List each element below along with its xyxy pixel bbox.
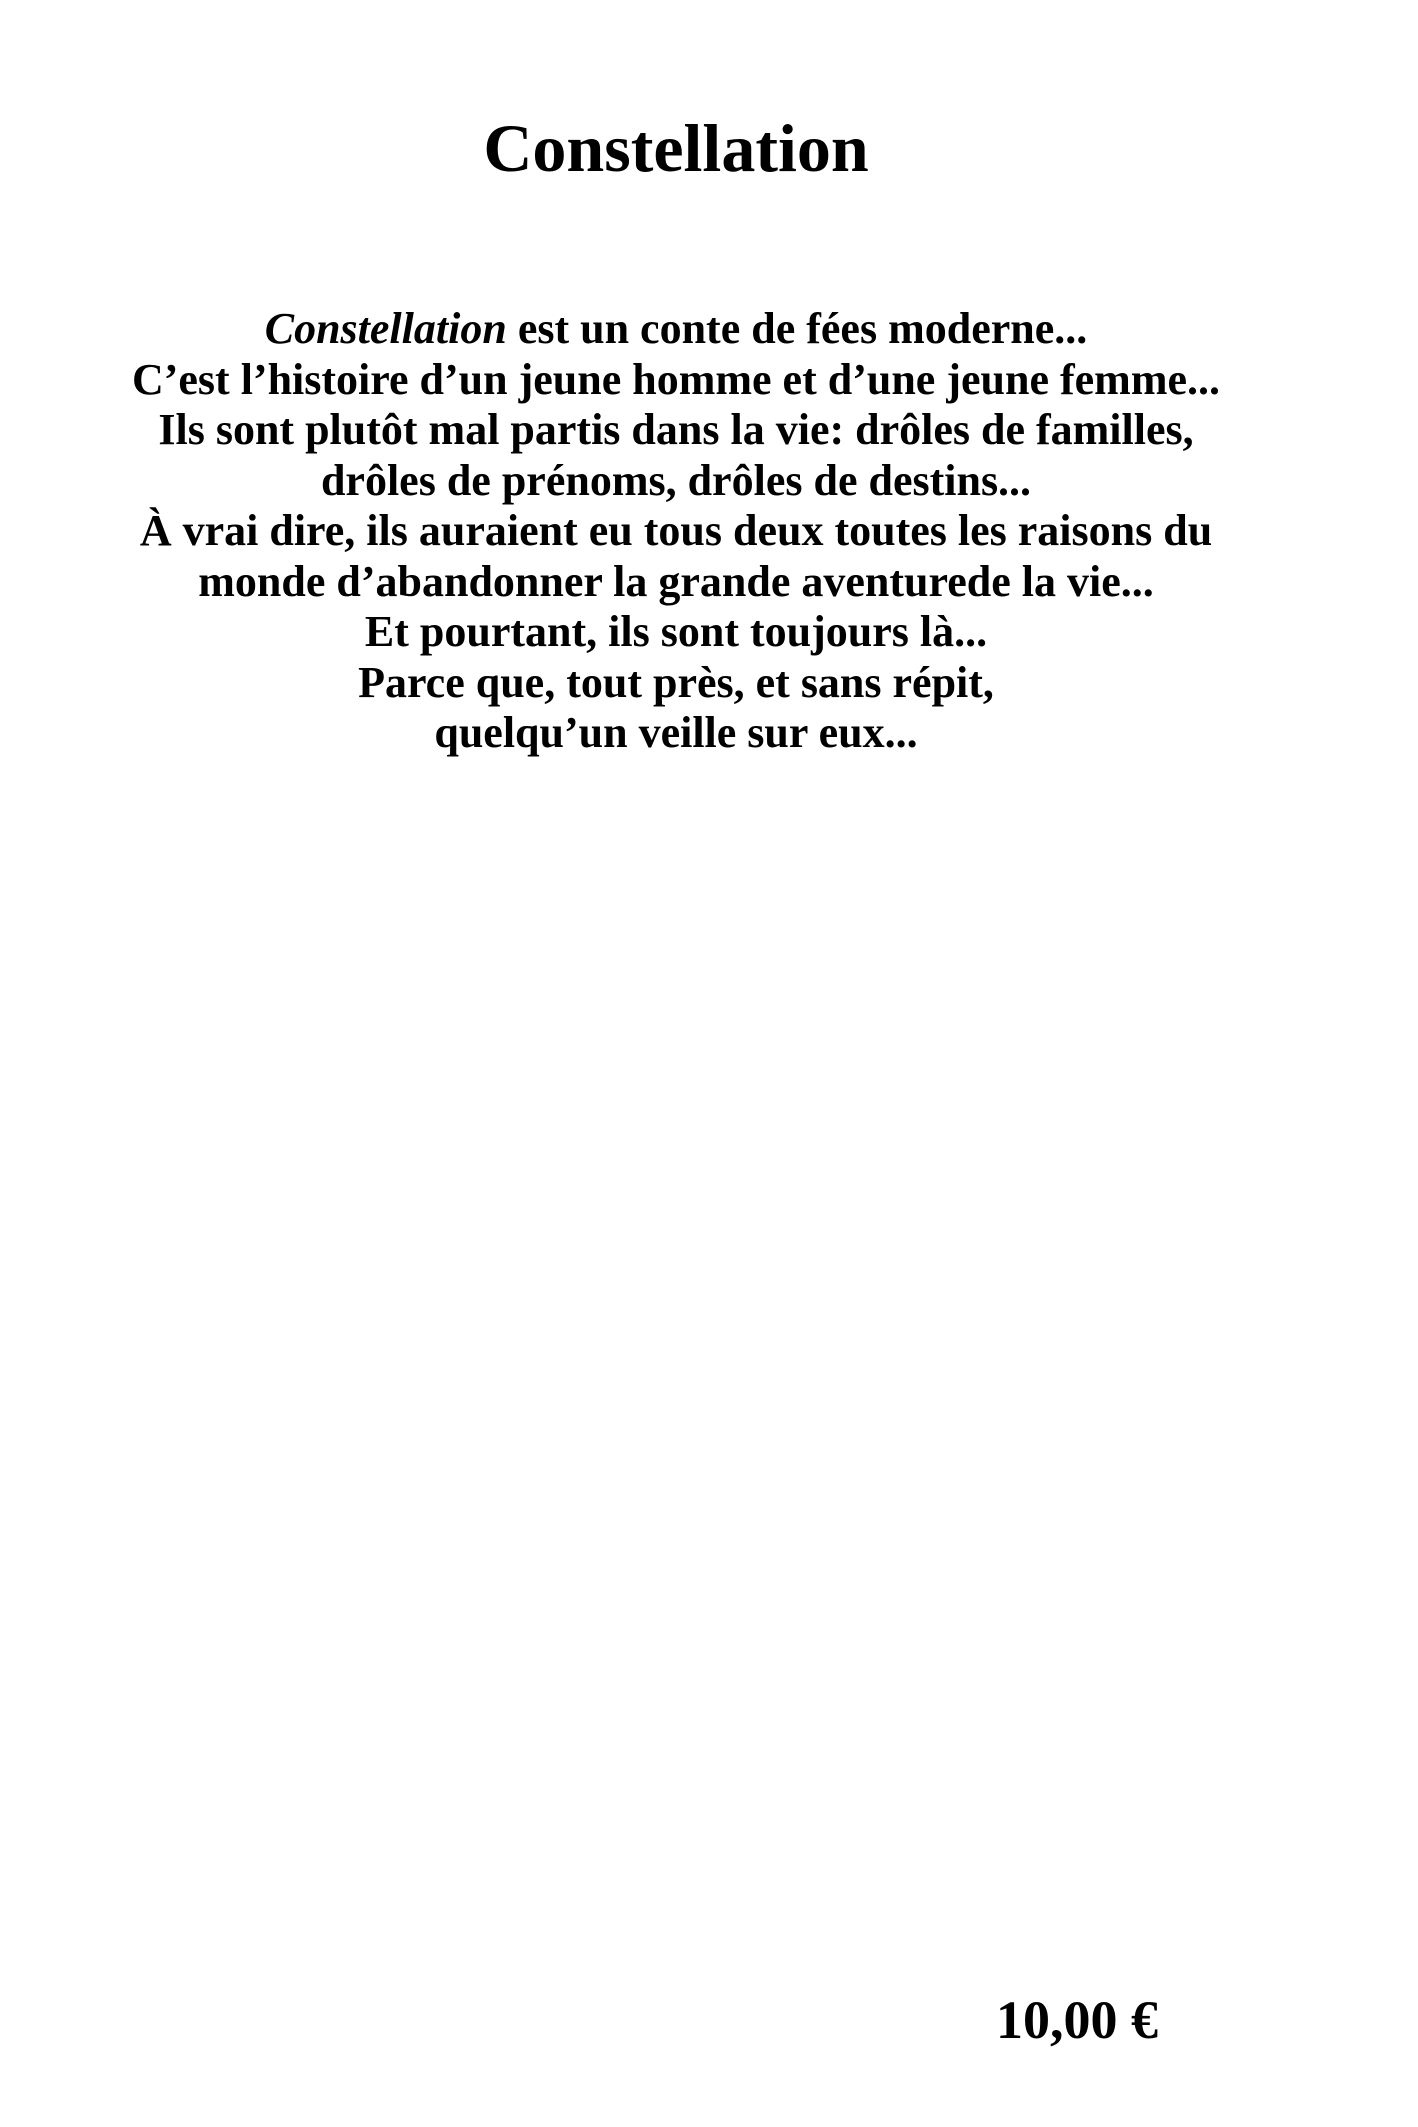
blurb-line: quelqu’un veille sur eux... — [434, 708, 918, 757]
book-blurb — [0, 304, 1352, 759]
blurb-line: Et pourtant, ils sont toujours là... — [364, 607, 988, 656]
blurb-line: Parce que, tout près, et sans répit, — [358, 657, 994, 707]
blurb-line: À vrai dire, ils auraient eu tous deux toutes les raisons du — [139, 506, 1213, 555]
blurb-line: C’est l’histoire d’un jeune homme et d’une jeune femme... — [131, 354, 1221, 404]
blurb-line — [0, 304, 1352, 355]
blurb-title-italic: Constellation — [264, 304, 507, 353]
blurb-line: Ils sont plutôt mal partis dans la vie: drôles de familles, — [158, 405, 1194, 454]
book-title: Constellation — [483, 110, 869, 186]
blurb-line: drôles de prénoms, drôles de destins... — [320, 455, 1032, 505]
blurb-line: monde d’abandonner la grande aventurede la vie... — [198, 556, 1154, 606]
price-label: 10,00 € — [996, 1990, 1158, 2050]
blurb-line-text: est un conte de fées moderne... — [506, 304, 1088, 353]
